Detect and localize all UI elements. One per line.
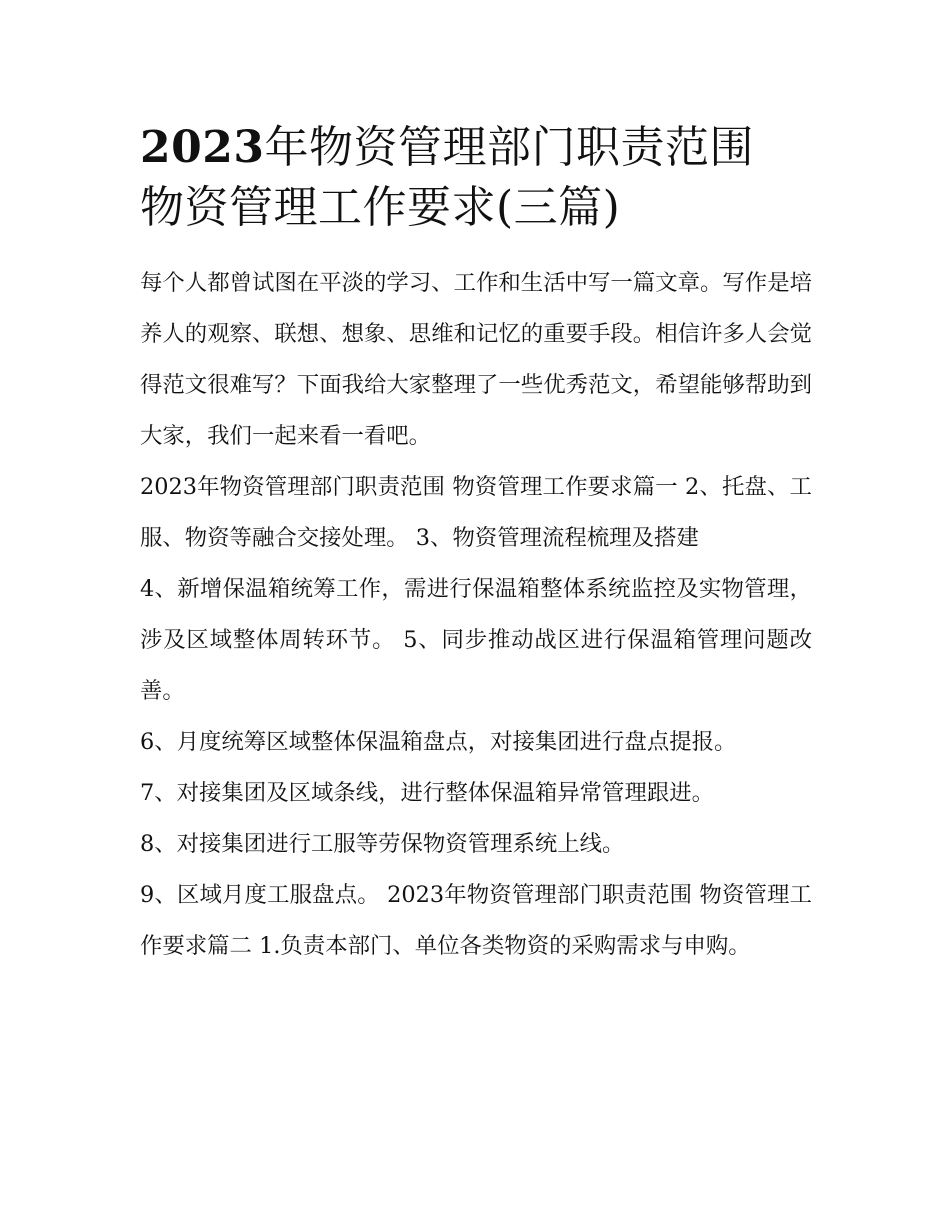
title-line-2: 物资管理工作要求(三篇) — [140, 182, 621, 233]
paragraph-item-4-5: 4、新增保温箱统筹工作，需进行保温箱整体系统监控及实物管理，涉及区域整体周转环节。 5、同步推动战区进行保温箱管理问题改善。 — [140, 576, 812, 704]
paragraph-item-9: 9、区域月度工服盘点。 2023年物资管理部门职责范围 物资管理工作要求篇二 1.负责本部门、单位各类物资的采购需求与申购。 — [140, 882, 812, 959]
document-page — [140, 118, 812, 972]
paragraph-intro: 每个人都曾试图在平淡的学习、工作和生活中写一篇文章。写作是培养人的观察、联想、想象、思维和记忆的重要手段。相信许多人会觉得范文很难写？下面我给大家整理了一些优秀范文，希望能够帮助到大家，我们一起来看一看吧。 — [140, 270, 812, 449]
title-line-1-text: 年物资管理部门职责范围 — [264, 122, 754, 173]
document-body — [140, 258, 812, 972]
paragraph-item-7: 7、对接集团及区域条线，进行整体保温箱异常管理跟进。 — [140, 780, 715, 806]
paragraph-item-8: 8、对接集团进行工服等劳保物资管理系统上线。 — [140, 831, 625, 857]
title-line-1 — [140, 118, 812, 178]
title-year: 2023 — [140, 122, 265, 173]
paragraph-item-6: 6、月度统筹区域整体保温箱盘点，对接集团进行盘点提报。 — [140, 729, 737, 755]
paragraph-part1: 2023年物资管理部门职责范围 物资管理工作要求篇一 2、托盘、工服、物资等融合交接处理。 3、物资管理流程梳理及搭建 — [140, 474, 812, 551]
document-title — [140, 118, 812, 238]
